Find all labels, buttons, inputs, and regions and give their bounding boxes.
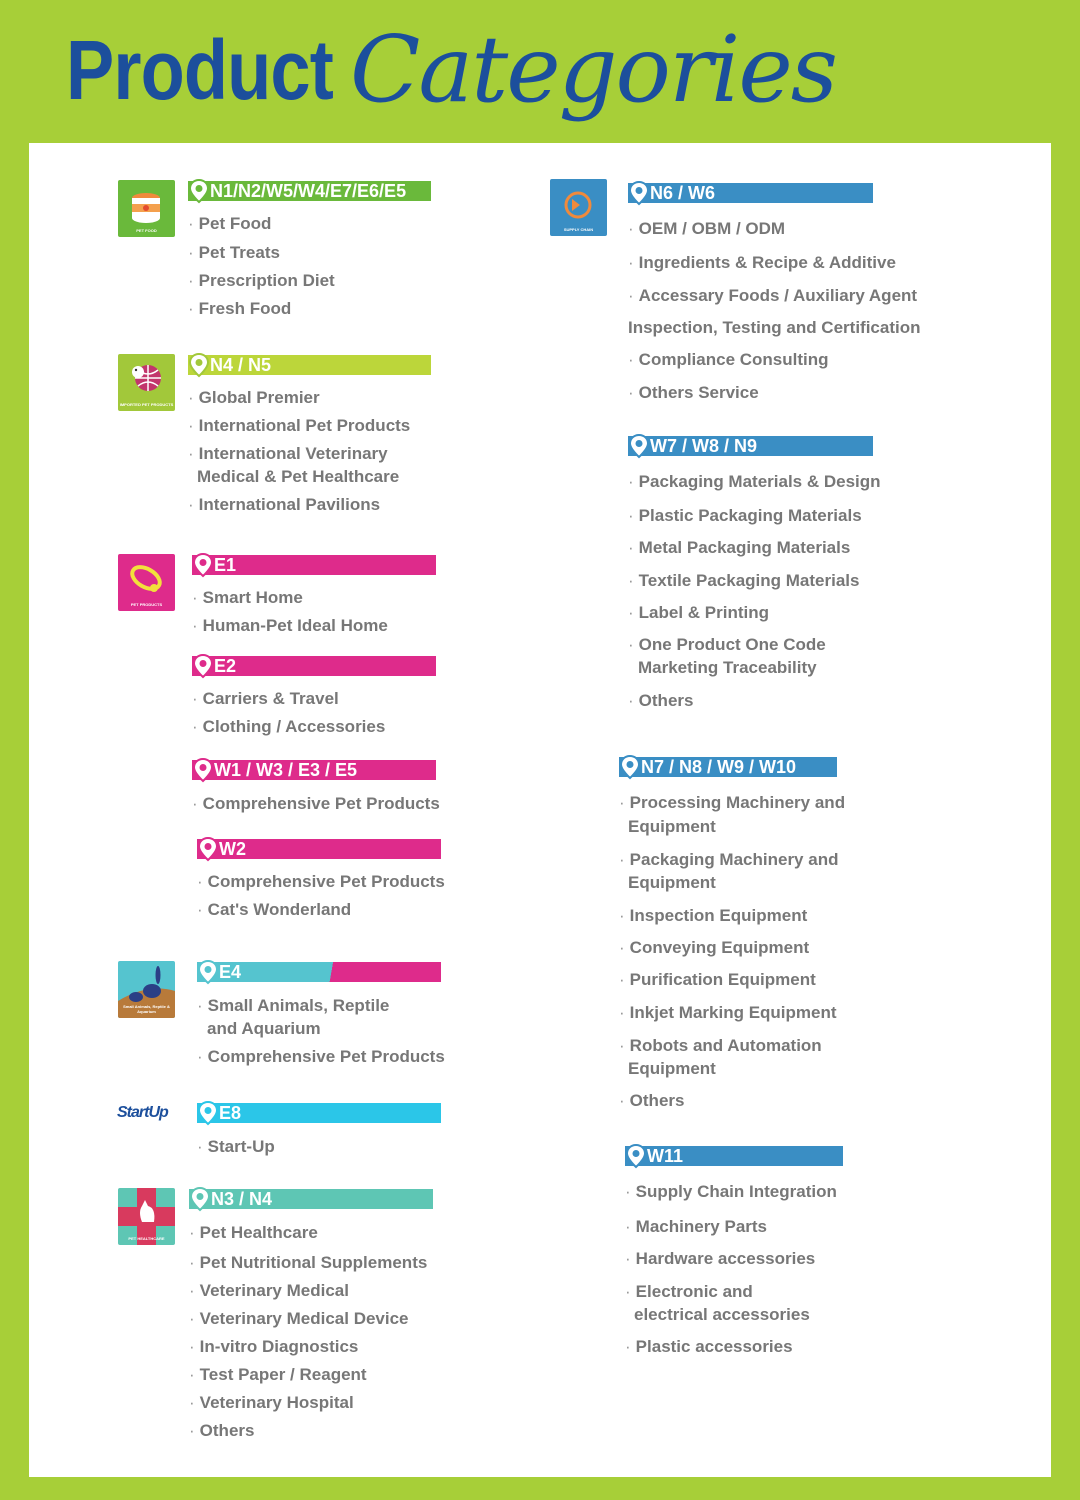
location-pin-icon <box>619 754 641 780</box>
section-code: N1/N2/W5/W4/E7/E6/E5 <box>210 181 407 201</box>
list-item: · Accessary Foods / Auxiliary Agent <box>628 286 918 305</box>
list-item: · OEM / OBM / ODM <box>628 219 786 238</box>
location-pin-icon <box>192 653 214 679</box>
location-pin-icon <box>188 352 210 378</box>
location-pin-icon <box>192 552 214 578</box>
list-item: · Others <box>619 1091 685 1110</box>
section-bar-s5 <box>192 760 436 780</box>
list-item: · Electronic and <box>625 1282 753 1301</box>
list-item: · Plastic Packaging Materials <box>628 506 862 525</box>
location-pin-icon <box>197 1100 219 1126</box>
section-bar-s7 <box>197 962 441 982</box>
location-pin-icon <box>188 178 210 204</box>
section-bar-s11 <box>628 436 873 456</box>
pet-food-icon <box>118 180 175 237</box>
supply-chain-caption: SUPPLY CHAIN <box>563 227 594 232</box>
list-item: · International Veterinary <box>188 444 388 463</box>
list-item: Inspection, Testing and Certification <box>628 318 921 337</box>
section-code: N7 / N8 / W9 / W10 <box>641 757 797 777</box>
healthcare-caption: PET HEALTHCARE <box>128 1236 165 1241</box>
list-item: · Machinery Parts <box>625 1217 768 1236</box>
list-item: · In-vitro Diagnostics <box>189 1337 359 1356</box>
list-item: · Carriers & Travel <box>192 689 339 708</box>
list-item: · Small Animals, Reptile <box>197 996 390 1015</box>
imported-pet-products-icon <box>118 354 175 411</box>
list-item: · Cat's Wonderland <box>197 900 352 919</box>
list-item: Equipment <box>628 817 716 836</box>
list-item: · Processing Machinery and <box>619 793 846 812</box>
title-product: Product <box>66 23 333 117</box>
content-panel <box>29 143 1051 1477</box>
section-code: W1 / W3 / E3 / E5 <box>214 760 358 780</box>
list-item: · Others <box>189 1421 255 1440</box>
list-item: · Pet Healthcare <box>189 1223 318 1242</box>
section-code: E8 <box>219 1103 242 1123</box>
list-item: · Pet Food <box>188 214 272 233</box>
list-item: · Comprehensive Pet Products <box>197 872 445 891</box>
title-categories: Categories <box>350 16 836 123</box>
section-bar-s2 <box>188 355 431 375</box>
page-header <box>0 0 1080 143</box>
location-pin-icon <box>189 1186 211 1212</box>
list-item: · Fresh Food <box>188 299 292 318</box>
section-code: E4 <box>219 962 242 982</box>
location-pin-icon <box>192 757 214 783</box>
list-item: · Smart Home <box>192 588 303 607</box>
section-code: W7 / W8 / N9 <box>650 436 758 456</box>
section-code: E1 <box>214 555 237 575</box>
list-item: · Veterinary Hospital <box>189 1393 354 1412</box>
pet-products-icon <box>118 554 175 611</box>
list-item: · One Product One Code <box>628 635 826 654</box>
list-item: · Hardware accessories <box>625 1249 816 1268</box>
list-item: · Supply Chain Integration <box>625 1182 837 1201</box>
list-item: · Purification Equipment <box>619 970 816 989</box>
list-item: · Others <box>628 691 694 710</box>
section-bar-s13 <box>625 1146 843 1166</box>
list-item: · Pet Treats <box>188 243 280 262</box>
section-bar-s3 <box>192 555 436 575</box>
healthcare-icon <box>118 1188 175 1245</box>
list-item: · International Pet Products <box>188 416 411 435</box>
section-bar-s10 <box>628 183 873 203</box>
section-bar-s1 <box>188 181 431 201</box>
imported-caption: IMPORTED PET PRODUCTS <box>119 402 174 407</box>
list-item: · International Pavilions <box>188 495 381 514</box>
location-pin-icon <box>628 180 650 206</box>
pet-food-caption: PET FOOD <box>136 228 157 233</box>
location-pin-icon <box>625 1143 647 1169</box>
list-item: Medical & Pet Healthcare <box>197 467 400 486</box>
section-code: N3 / N4 <box>211 1189 273 1209</box>
list-item: · Robots and Automation <box>619 1036 822 1055</box>
list-item: · Start-Up <box>197 1137 275 1156</box>
section-code: W2 <box>219 839 246 859</box>
section-bar-s4 <box>192 656 436 676</box>
section-bar-s12 <box>619 757 837 777</box>
list-item: · Prescription Diet <box>188 271 335 290</box>
list-item: · Inspection Equipment <box>619 906 808 925</box>
list-item: · Inkjet Marking Equipment <box>619 1003 837 1022</box>
list-item: · Veterinary Medical Device <box>189 1309 409 1328</box>
location-pin-icon <box>197 836 219 862</box>
section-code: N4 / N5 <box>210 355 272 375</box>
small-animals-icon <box>118 961 175 1018</box>
list-item: · Others Service <box>628 383 759 402</box>
section-code: N6 / W6 <box>650 183 716 203</box>
small-animals-caption: Small Animals, Reptile & Aquarium <box>123 1004 170 1014</box>
list-item: · Test Paper / Reagent <box>189 1365 367 1384</box>
location-pin-icon <box>628 433 650 459</box>
list-item: · Plastic accessories <box>625 1337 793 1356</box>
list-item: · Packaging Machinery and <box>619 850 839 869</box>
list-item: · Comprehensive Pet Products <box>197 1047 445 1066</box>
list-item: Equipment <box>628 873 716 892</box>
section-bar-s9 <box>189 1189 433 1209</box>
list-item: · Compliance Consulting <box>628 350 829 369</box>
list-item: Equipment <box>628 1059 716 1078</box>
list-item: · Human-Pet Ideal Home <box>192 616 388 635</box>
list-item: · Textile Packaging Materials <box>628 571 860 590</box>
list-item: · Conveying Equipment <box>619 938 810 957</box>
list-item: · Label & Printing <box>628 603 770 622</box>
section-bar-s6 <box>197 839 441 859</box>
startup-logo: StartUp <box>117 1104 168 1121</box>
list-item: · Pet Nutritional Supplements <box>189 1253 428 1272</box>
list-item: · Packaging Materials & Design <box>628 472 881 491</box>
list-item: · Metal Packaging Materials <box>628 538 851 557</box>
section-bar-s8 <box>197 1103 441 1123</box>
list-item: · Clothing / Accessories <box>192 717 386 736</box>
list-item: electrical accessories <box>634 1305 810 1324</box>
list-item: · Global Premier <box>188 388 320 407</box>
supply-chain-icon <box>550 179 607 236</box>
list-item: and Aquarium <box>207 1019 321 1038</box>
pet-products-caption: PET PRODUCTS <box>130 602 163 607</box>
section-code: W11 <box>647 1146 684 1166</box>
section-code: E2 <box>214 656 237 676</box>
list-item: · Veterinary Medical <box>189 1281 349 1300</box>
location-pin-icon <box>197 959 219 985</box>
list-item: · Comprehensive Pet Products <box>192 794 440 813</box>
list-item: · Ingredients & Recipe & Additive <box>628 253 896 272</box>
list-item: Marketing Traceability <box>638 658 817 677</box>
